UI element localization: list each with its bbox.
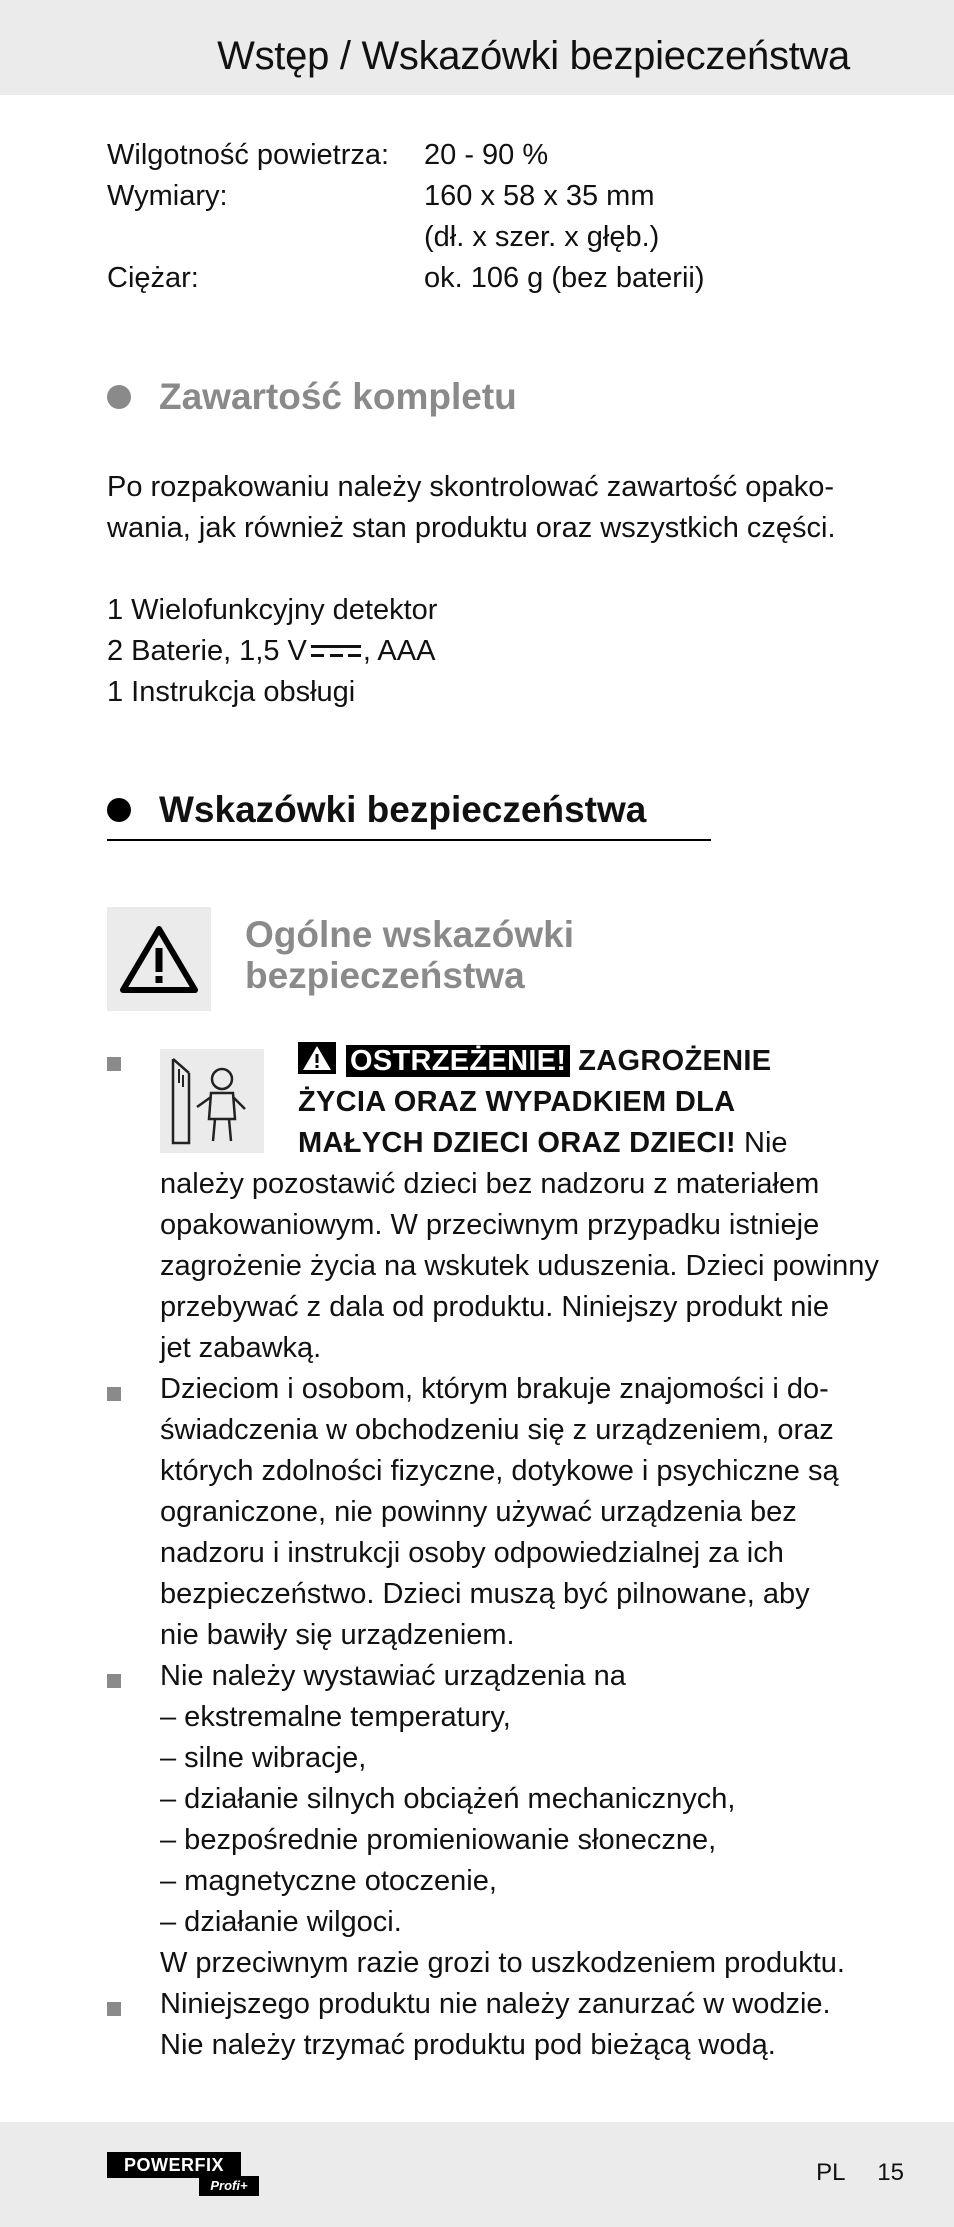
spec-value: ok. 106 g (bez baterii)	[424, 262, 705, 294]
heading-underline	[107, 839, 711, 841]
child-hazard-icon	[167, 1053, 257, 1149]
dc-symbol-icon	[309, 644, 363, 660]
warning-triangle-small-icon	[298, 1042, 336, 1074]
text-line: W przeciwnym razie grozi to uszkodzeniem produktu.	[160, 1947, 845, 1979]
bullet-dot-icon	[107, 798, 131, 822]
warning-line	[298, 1041, 771, 1082]
text-line: Nie należy wystawiać urządzenia na	[160, 1660, 626, 1692]
page-title: Wstęp / Wskazówki bezpieczeństwa	[217, 34, 850, 78]
logo-main-text: POWERFIX	[107, 2152, 241, 2178]
page-meta	[790, 2159, 904, 2187]
language-code: PL	[816, 2159, 845, 2186]
text-line: Nie należy trzymać produktu pod bieżącą wodą.	[160, 2029, 776, 2061]
square-bullet-icon	[107, 1674, 121, 1688]
page-number: 15	[877, 2159, 904, 2186]
warning-caps-text: MAŁYCH DZIECI ORAZ DZIECI!	[298, 1127, 736, 1159]
list-item: – ekstremalne temperatury,	[160, 1701, 511, 1733]
warning-text: Nie	[735, 1127, 788, 1159]
contents-heading-text: Zawartość kompletu	[159, 376, 517, 417]
text-line: nie bawiły się urządzeniem.	[160, 1619, 515, 1651]
list-item: – silne wibracje,	[160, 1742, 367, 1774]
text-line: zagrożenie życia na wskutek uduszenia. Dzieci powinny	[160, 1250, 879, 1282]
warning-box	[107, 907, 211, 1011]
contents-heading	[107, 376, 517, 418]
text-line: opakowaniowym. W przeciwnym przypadku istnieje	[160, 1209, 820, 1241]
list-item: – działanie silnych obciążeń mechanicznych,	[160, 1783, 736, 1815]
square-bullet-icon	[107, 1057, 121, 1071]
square-bullet-icon	[107, 2002, 121, 2016]
contents-items	[107, 590, 847, 713]
text-line: Po rozpakowaniu należy skontrolować zawartość opako-	[107, 471, 834, 503]
bullet-dot-icon	[107, 385, 131, 409]
text-line: ograniczone, nie powinny używać urządzenia bez	[160, 1496, 797, 1528]
safety-paragraph	[160, 1984, 831, 2066]
text-line: jet zabawką.	[160, 1332, 322, 1364]
spec-value: 20 - 90 %	[424, 139, 549, 171]
item-text: , AAA	[362, 635, 436, 667]
logo-sub-text: Profi+	[199, 2176, 259, 2196]
text-line: których zdolności fizyczne, dotykowe i psychiczne są	[160, 1455, 839, 1487]
warning-caps-text: ZAGROŻENIE	[578, 1045, 772, 1077]
spec-label: Ciężar:	[107, 262, 199, 294]
spec-value-note: (dł. x szer. x głęb.)	[424, 221, 660, 253]
list-item: 1 Instrukcja obsługi	[107, 676, 356, 708]
warning-caps-text: ŻYCIA ORAZ WYPADKIEM DLA	[298, 1086, 736, 1118]
text-line: wania, jak również stan produktu oraz wszystkich części.	[107, 512, 836, 544]
subheading-line: bezpieczeństwa	[245, 955, 525, 996]
text-line: nadzoru i instrukcji osoby odpowiedzialnej za ich	[160, 1537, 784, 1569]
general-safety-subheading	[245, 914, 574, 996]
list-item	[107, 631, 847, 672]
text-line: Niniejszego produktu nie należy zanurzać w wodzie.	[160, 1988, 831, 2020]
text-line: Dzieciom i osobom, którym brakuje znajomości i do-	[160, 1373, 829, 1405]
spec-label: Wymiary:	[107, 180, 228, 212]
safety-paragraph	[160, 1369, 839, 1656]
text-line: przebywać z dala od produktu. Niniejszy produkt nie	[160, 1291, 829, 1323]
warning-label: OSTRZEŻENIE!	[346, 1045, 570, 1077]
spec-value: 160 x 58 x 35 mm	[424, 180, 655, 212]
safety-heading-text: Wskazówki bezpieczeństwa	[159, 789, 647, 830]
spec-label: Wilgotność powietrza:	[107, 139, 390, 171]
list-item: – magnetyczne otoczenie,	[160, 1865, 497, 1897]
page-header	[0, 0, 954, 95]
safety-paragraph	[160, 1656, 845, 1984]
child-warning-pictogram	[160, 1049, 264, 1153]
warning-triangle-icon	[119, 924, 199, 994]
subheading-line: Ogólne wskazówki	[245, 914, 574, 955]
list-item: – bezpośrednie promieniowanie słoneczne,	[160, 1824, 717, 1856]
text-line: należy pozostawić dzieci bez nadzoru z materiałem	[160, 1168, 820, 1200]
item-text: 2 Baterie, 1,5 V	[107, 635, 307, 667]
warning-body	[160, 1164, 879, 1369]
contents-intro	[107, 467, 847, 549]
safety-heading	[107, 789, 646, 831]
text-line: bezpieczeństwo. Dzieci muszą być pilnowane, aby	[160, 1578, 810, 1610]
text-line: świadczenia w obchodzeniu się z urządzeniem, oraz	[160, 1414, 834, 1446]
square-bullet-icon	[107, 1387, 121, 1401]
warning-line	[298, 1123, 788, 1164]
list-item: – działanie wilgoci.	[160, 1906, 402, 1938]
list-item: 1 Wielofunkcyjny detektor	[107, 594, 438, 626]
